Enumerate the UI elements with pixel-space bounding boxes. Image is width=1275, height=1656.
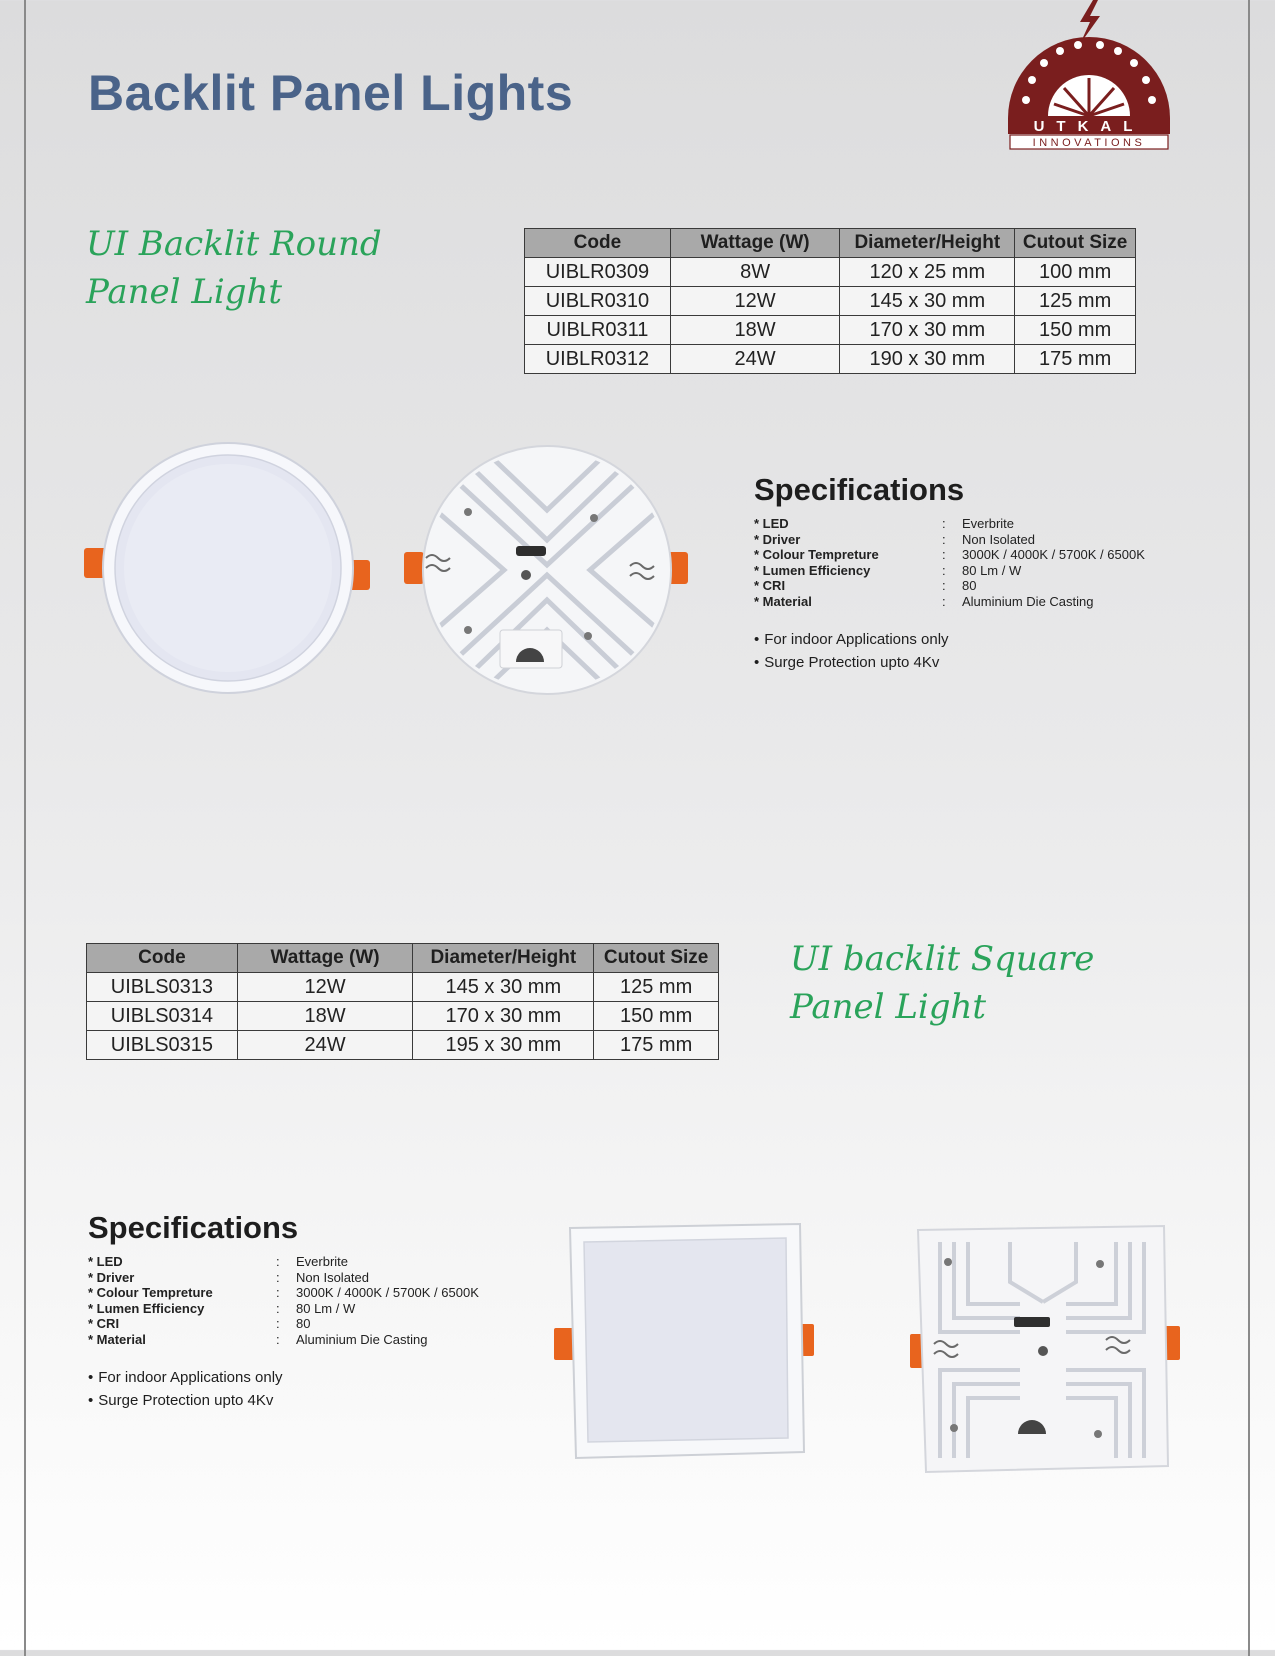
spec-separator: : [276,1285,280,1301]
spec-key: * Colour Tempreture [754,547,879,563]
table-row [525,258,1136,287]
table-cell: 195 x 30 mm [413,1031,594,1060]
column-header: Diameter/Height [413,944,594,973]
round-spec-table [524,228,1136,374]
table-cell: 170 x 30 mm [413,1002,594,1031]
table-cell: 8W [670,258,840,287]
table-cell: 125 mm [594,973,719,1002]
column-header: Wattage (W) [237,944,413,973]
table-cell: 175 mm [594,1031,719,1060]
spec-row [754,563,1174,579]
bullet-item: • For indoor Applications only [88,1366,528,1389]
spec-key: * Lumen Efficiency [754,562,871,578]
table-row [87,973,719,1002]
spec-separator: : [942,578,946,594]
table-cell: 120 x 25 mm [840,258,1015,287]
spec-key: * Material [88,1331,146,1347]
table-row [525,345,1136,374]
page-title: Backlit Panel Lights [88,65,574,121]
table-row [525,316,1136,345]
spec-separator: : [942,531,946,547]
table-cell: UIBLR0312 [525,345,671,374]
spec-separator: : [276,1316,280,1332]
spec-value: 3000K / 4000K / 5700K / 6500K [962,547,1145,563]
round-specifications [754,472,1174,674]
table-cell: UIBLS0314 [87,1002,238,1031]
spec-separator: : [942,547,946,563]
spec-value: 80 [962,578,977,594]
table-cell: 150 mm [594,1002,719,1031]
square-section-title: UI backlit Square Panel Light [790,939,1095,1027]
spec-row [754,578,1174,594]
column-header: Wattage (W) [670,229,840,258]
spec-row [88,1316,528,1332]
table-cell: UIBLS0313 [87,973,238,1002]
bullet-item: • Surge Protection upto 4Kv [754,651,1174,674]
spec-value: Everbrite [962,516,1015,531]
spec-row [88,1285,528,1301]
spec-key: * CRI [88,1316,120,1332]
table-cell: 18W [670,316,840,345]
table-cell: 190 x 30 mm [840,345,1015,374]
specifications-heading: Specifications [88,1210,299,1245]
spec-separator: : [942,562,946,578]
column-header: Diameter/Height [840,229,1015,258]
spec-row [88,1254,528,1270]
spec-separator: : [276,1269,280,1285]
square-spec-table [86,943,719,1060]
spec-key: * Material [754,593,812,609]
spec-value: 80 Lm / W [962,562,1022,578]
spec-row [754,516,1174,532]
table-cell: UIBLR0309 [525,258,671,287]
bullet-item: • Surge Protection upto 4Kv [88,1389,528,1412]
table-header-row [87,944,719,973]
column-header: Code [87,944,238,973]
spec-value: Everbrite [296,1254,349,1269]
utkal-logo-icon [1000,0,1178,156]
table-cell: 145 x 30 mm [840,287,1015,316]
spec-value: Non Isolated [962,531,1035,547]
spec-key: * Colour Tempreture [88,1285,213,1301]
square-specifications [88,1210,528,1412]
table-cell: 145 x 30 mm [413,973,594,1002]
table-cell: 24W [237,1031,413,1060]
spec-separator: : [276,1300,280,1316]
table-cell: 24W [670,345,840,374]
column-header: Code [525,229,671,258]
spec-value: Non Isolated [296,1269,369,1285]
logo-tagline: INNOVATIONS [1032,137,1146,149]
round-panel-front-image [80,440,378,700]
table-row [87,1031,719,1060]
spec-key: * CRI [754,578,786,594]
spec-row [88,1301,528,1317]
table-cell: 12W [670,287,840,316]
specifications-heading: Specifications [754,472,965,507]
table-cell: 170 x 30 mm [840,316,1015,345]
spec-separator: : [276,1254,280,1269]
table-cell: UIBLR0311 [525,316,671,345]
spec-key: * LED [754,516,789,531]
column-header: Cutout Size [594,944,719,973]
spec-value: 3000K / 4000K / 5700K / 6500K [296,1285,479,1301]
table-cell: 18W [237,1002,413,1031]
spec-separator: : [276,1331,280,1347]
spec-row [754,547,1174,563]
table-cell: 175 mm [1015,345,1136,374]
square-panel-back-image [910,1222,1180,1478]
spec-key: * LED [88,1254,123,1269]
round-section-title: UI Backlit Round Panel Light [86,224,382,312]
spec-value: 80 Lm / W [296,1300,356,1316]
feature-bullets [88,1366,528,1412]
spec-key: * Driver [754,531,801,547]
table-row [87,1002,719,1031]
feature-bullets [754,628,1174,674]
bullet-item: • For indoor Applications only [754,628,1174,651]
spec-row [88,1332,528,1348]
round-panel-back-image [404,440,694,700]
table-cell: 12W [237,973,413,1002]
table-cell: 125 mm [1015,287,1136,316]
table-cell: 100 mm [1015,258,1136,287]
spec-key: * Lumen Efficiency [88,1300,205,1316]
spec-value: Aluminium Die Casting [962,593,1094,609]
spec-row [754,532,1174,548]
table-cell: UIBLS0315 [87,1031,238,1060]
spec-value: Aluminium Die Casting [296,1331,428,1347]
column-header: Cutout Size [1015,229,1136,258]
spec-separator: : [942,516,946,531]
table-header-row [525,229,1136,258]
table-cell: UIBLR0310 [525,287,671,316]
table-cell: 150 mm [1015,316,1136,345]
spec-value: 80 [296,1316,311,1332]
spec-row [754,594,1174,610]
spec-key: * Driver [88,1269,135,1285]
table-row [525,287,1136,316]
spec-separator: : [942,593,946,609]
logo-brand: UTKAL [1033,118,1145,135]
spec-row [88,1270,528,1286]
square-panel-front-image [550,1220,820,1470]
